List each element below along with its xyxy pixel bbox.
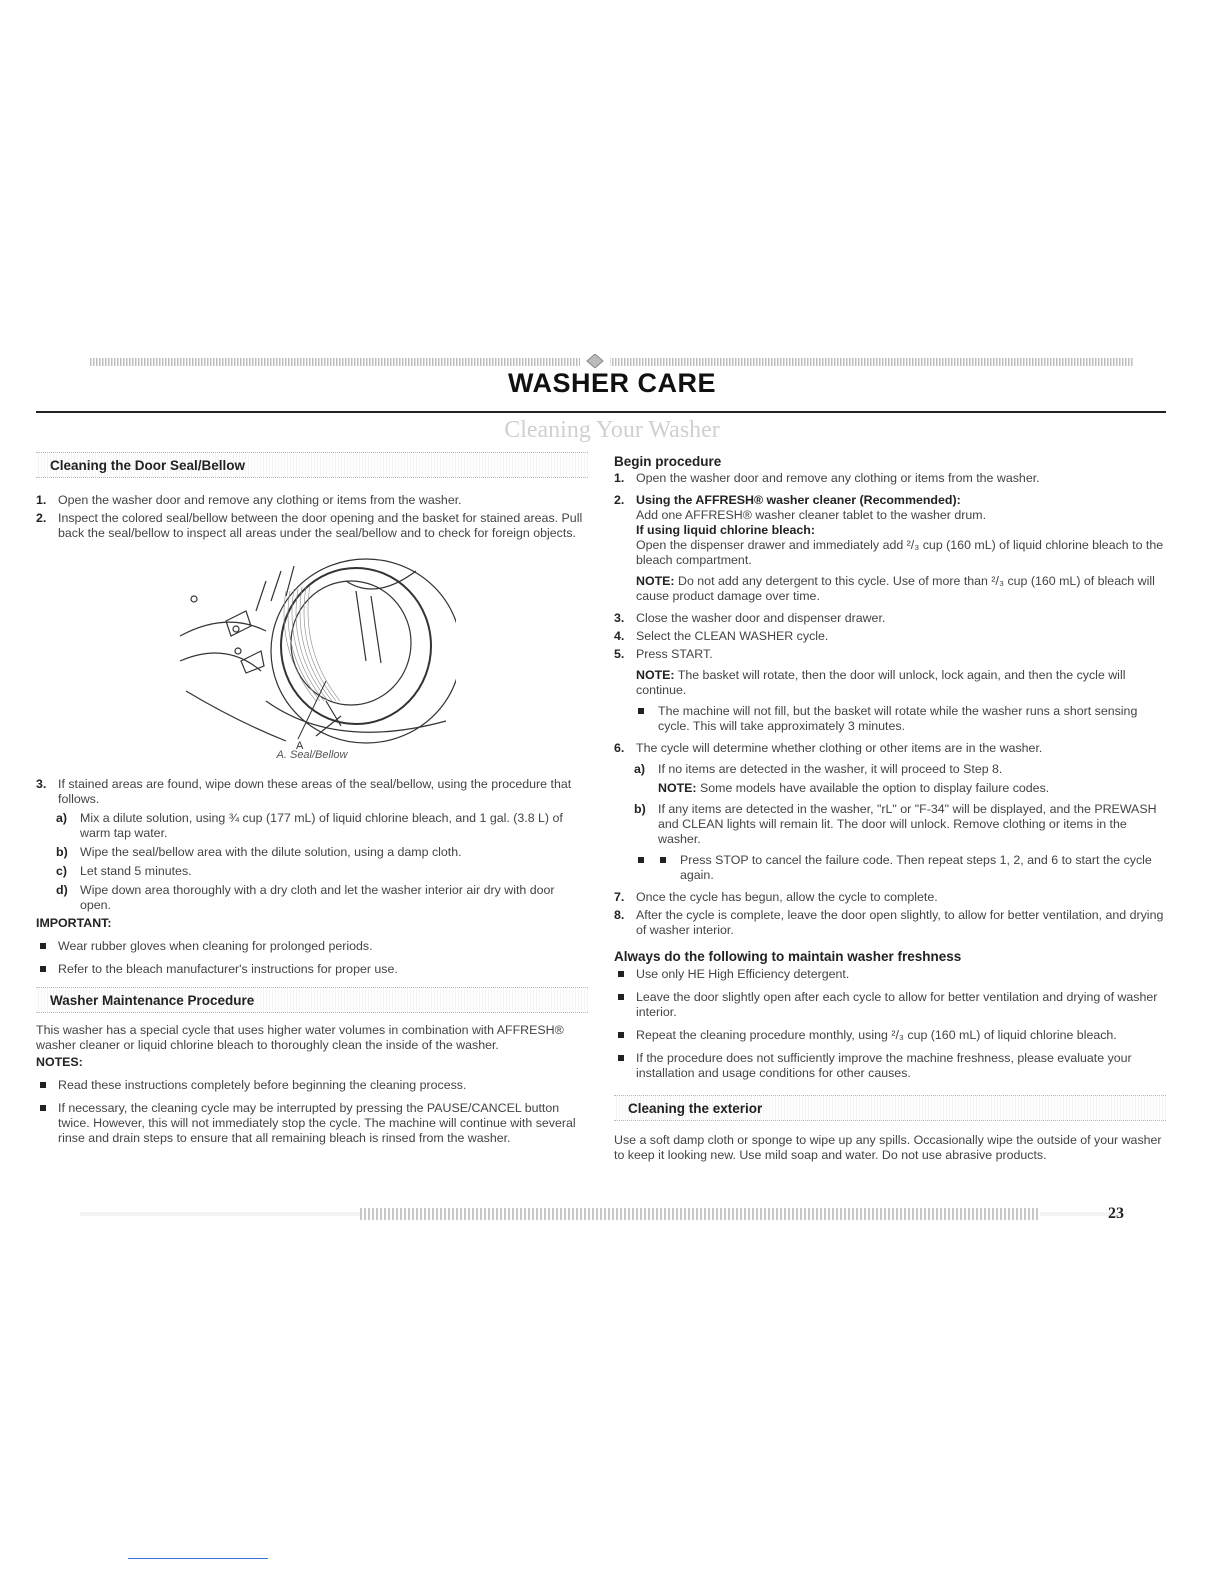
- freshness-heading: Always do the following to maintain washer freshness: [614, 949, 962, 964]
- bullet-item: The machine will not fill, but the basket will rotate while the washer runs a short sensing cycle. This will take approximately 3 minutes.: [614, 704, 1166, 734]
- list-item: 8. After the cycle is complete, leave the door open slightly, to allow for better ventilation, and drying of washer interior.: [614, 908, 1164, 937]
- list-subitem: d) Wipe down area thoroughly with a dry cloth and let the washer interior air dry with door open.: [56, 883, 555, 912]
- list-item: 6. The cycle will determine whether clothing or other items are in the washer.: [614, 741, 1043, 755]
- list-item: 7. Once the cycle has begun, allow the cycle to complete.: [614, 890, 938, 904]
- exterior-heading: Cleaning the exterior: [614, 1095, 1166, 1121]
- list-subitem: a) If no items are detected in the washer, it will proceed to Step 8. NOTE: Some models have available the option to display failure codes.: [634, 762, 1050, 795]
- list-subitem: b) Wipe the seal/bellow area with the dilute solution, using a damp cloth.: [56, 845, 462, 859]
- list-subitem: a) Mix a dilute solution, using ¾ cup (177 mL) of liquid chlorine bleach, and 1 gal. (3.8 L) of warm tap water.: [56, 811, 563, 840]
- maintenance-intro: This washer has a special cycle that uses higher water volumes in combination with AFFRESH® washer cleaner or liquid chlorine bleach to thoroughly clean the inside of the washer.: [36, 1023, 564, 1052]
- list-item: 2. Using the AFFRESH® washer cleaner (Recommended): Add one AFFRESH® washer cleaner tablet to the washer drum. If using liquid chlorine bleach: Open the dispenser drawer and immediately add ²/₃ cup (160 mL) of liquid chlorine bleach to the bleach compartment. NOTE: Do not add any detergent to this cycle. Use of more than ²/₃ cup (160 mL) of bleach will cause product damage over time.: [614, 493, 1164, 603]
- bullet-item: Refer to the bleach manufacturer's instructions for proper use.: [36, 962, 588, 977]
- figure-caption: A. Seal/Bellow: [276, 749, 348, 761]
- washer-door-drawing: [166, 551, 456, 751]
- list-item: 5. Press START. NOTE: The basket will rotate, then the door will unlock, lock again, and then the cycle will continue.: [614, 647, 1126, 697]
- page-number: 23: [1108, 1205, 1124, 1222]
- footer-ornament: [80, 1206, 1120, 1222]
- bullet-item: Read these instructions completely before beginning the cleaning process.: [36, 1078, 588, 1093]
- list-item: 3. If stained areas are found, wipe down these areas of the seal/bellow, using the procedure that follows.: [36, 777, 572, 806]
- left-column: [36, 452, 588, 1146]
- right-column: [614, 450, 1166, 1163]
- title-rule: [36, 411, 1166, 413]
- bullet-item: Leave the door slightly open after each cycle to allow for better ventilation and drying of washer interior.: [614, 990, 1166, 1020]
- door-seal-heading: Cleaning the Door Seal/Bellow: [36, 452, 588, 478]
- bullet-mark: [660, 857, 666, 863]
- list-item: 1. Open the washer door and remove any clothing or items from the washer.: [36, 493, 462, 507]
- bullet-item: Use only HE High Efficiency detergent.: [614, 967, 1166, 982]
- notes-label: NOTES:: [36, 1055, 83, 1069]
- list-subitem: b) If any items are detected in the washer, "rL" or "F-34" will be displayed, and the PREWASH and CLEAN lights will remain lit. The door will unlock. Remove clothing or items in the washer.: [634, 802, 1157, 846]
- list-item: 4. Select the CLEAN WASHER cycle.: [614, 629, 829, 643]
- page-subtitle: Cleaning Your Washer: [504, 417, 720, 443]
- header-ornament: [90, 354, 1134, 368]
- bullet-item: Press STOP to cancel the failure code. Then repeat steps 1, 2, and 6 to start the cycle again.: [614, 853, 1166, 883]
- bullet-item: Wear rubber gloves when cleaning for prolonged periods.: [36, 939, 588, 954]
- list-item: 3. Close the washer door and dispenser drawer.: [614, 611, 886, 625]
- begin-procedure-heading: Begin procedure: [614, 454, 722, 469]
- maintenance-heading: Washer Maintenance Procedure: [36, 987, 588, 1013]
- figure-label: A: [296, 740, 304, 751]
- list-item: 1. Open the washer door and remove any clothing or items from the washer.: [614, 471, 1040, 485]
- footer-line: [128, 1558, 268, 1559]
- exterior-text: Use a soft damp cloth or sponge to wipe up any spills. Occasionally wipe the outside of your washer to keep it looking new. Use mild soap and water. Do not use abrasive products.: [614, 1133, 1162, 1162]
- list-item: 2. Inspect the colored seal/bellow between the door opening and the basket for stained areas. Pull back the seal/bellow to inspect all areas under the seal/bellow and to check for foreign objects.: [36, 511, 583, 540]
- list-subitem: c) Let stand 5 minutes.: [56, 864, 192, 878]
- important-label: IMPORTANT:: [36, 916, 112, 930]
- seal-bellow-illustration: [36, 551, 588, 766]
- bullet-item: If the procedure does not sufficiently improve the machine freshness, please evaluate your installation and usage conditions for other causes.: [614, 1051, 1166, 1081]
- page-title: WASHER CARE: [507, 368, 716, 398]
- bullet-item: Repeat the cleaning procedure monthly, using ²/₃ cup (160 mL) of liquid chlorine bleach.: [614, 1028, 1166, 1043]
- bullet-item: If necessary, the cleaning cycle may be interrupted by pressing the PAUSE/CANCEL button twice. However, this will not immediately stop the cycle. The machine will continue with several rinse and drain steps to ensure that all remaining bleach is rinsed from the washer.: [36, 1101, 588, 1146]
